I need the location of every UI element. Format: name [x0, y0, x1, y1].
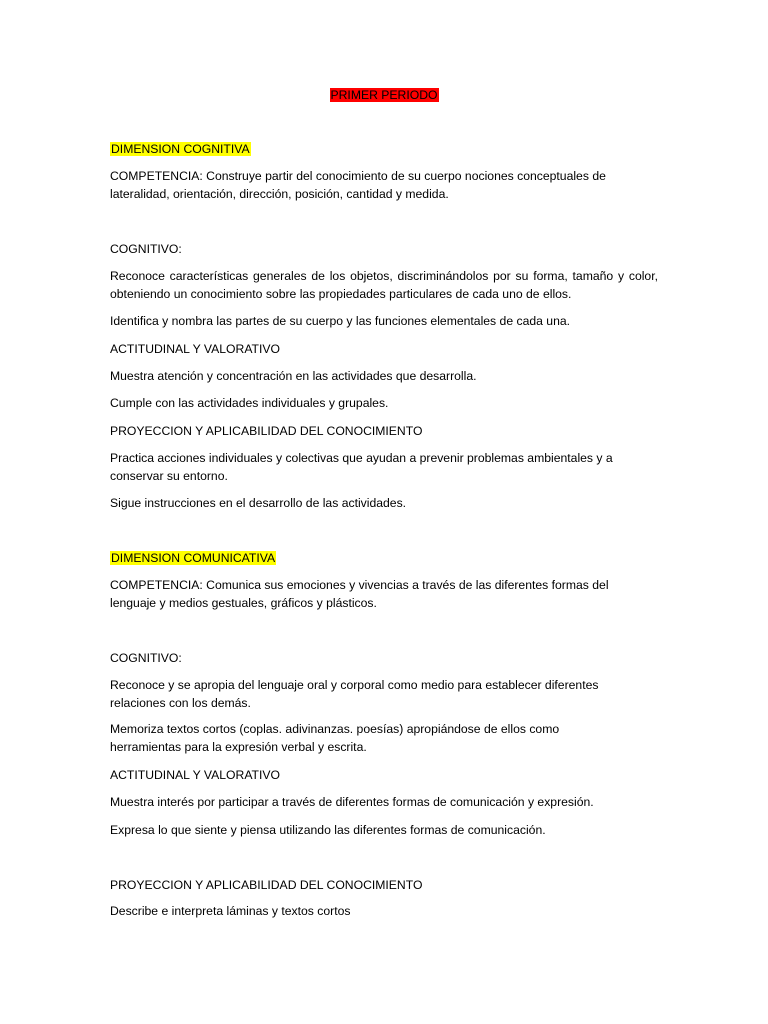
- cognitivo-item: Identifica y nombra las partes de su cuerpo y las funciones elementales de cada una.: [110, 314, 571, 328]
- document-title: PRIMER PERIODO: [330, 88, 438, 102]
- section-heading-cognitiva: DIMENSION COGNITIVA: [111, 142, 250, 156]
- proyeccion-item: Practica acciones individuales y colectivas que ayudan a prevenir problemas ambientales y a conservar su entorno.: [110, 451, 613, 483]
- competencia-comunicativa: COMPETENCIA: Comunica sus emociones y vivencias a través de las diferentes formas del lenguaje y medios gestuales, gráficos y plásticos.: [110, 578, 609, 610]
- proyeccion-item: Sigue instrucciones en el desarrollo de las actividades.: [110, 496, 407, 510]
- actitudinal-label: ACTITUDINAL Y VALORATIVO: [110, 768, 280, 782]
- cognitivo-item: Reconoce y se apropia del lenguaje oral y corporal como medio para establecer diferentes relaciones con los demás.: [110, 678, 599, 710]
- section-heading-line: [110, 549, 658, 567]
- section-heading-comunicativa: DIMENSION COMUNICATIVA: [111, 551, 276, 565]
- cognitivo-label: COGNITIVO:: [110, 651, 182, 665]
- document-title-line: [0, 86, 768, 104]
- cognitivo-label: COGNITIVO:: [110, 242, 182, 256]
- cognitivo-item: Reconoce características generales de los objetos, discriminándolos por su forma, tamaño y color, obteniendo un conocimiento sobre las propiedades particulares de cada uno de ellos.: [110, 269, 658, 301]
- actitudinal-item: Cumple con las actividades individuales y grupales.: [110, 396, 389, 410]
- actitudinal-item: Muestra atención y concentración en las actividades que desarrolla.: [110, 369, 477, 383]
- section-heading-line: [110, 140, 658, 158]
- proyeccion-label: PROYECCION Y APLICABILIDAD DEL CONOCIMIENTO: [110, 424, 423, 438]
- cognitivo-item: Memoriza textos cortos (coplas. adivinanzas. poesías) apropiándose de ellos como herramientas para la expresión verbal y escrita.: [110, 722, 560, 754]
- actitudinal-item: Expresa lo que siente y piensa utilizando las diferentes formas de comunicación.: [110, 823, 546, 837]
- proyeccion-label: PROYECCION Y APLICABILIDAD DEL CONOCIMIENTO: [110, 878, 423, 892]
- proyeccion-item: Describe e interpreta láminas y textos cortos: [110, 904, 351, 918]
- actitudinal-label: ACTITUDINAL Y VALORATIVO: [110, 342, 280, 356]
- actitudinal-item: Muestra interés por participar a través de diferentes formas de comunicación y expresión.: [110, 795, 594, 809]
- competencia-cognitiva: COMPETENCIA: Construye partir del conocimiento de su cuerpo nociones conceptuales de lateralidad, orientación, dirección, posición, cantidad y medida.: [110, 169, 606, 201]
